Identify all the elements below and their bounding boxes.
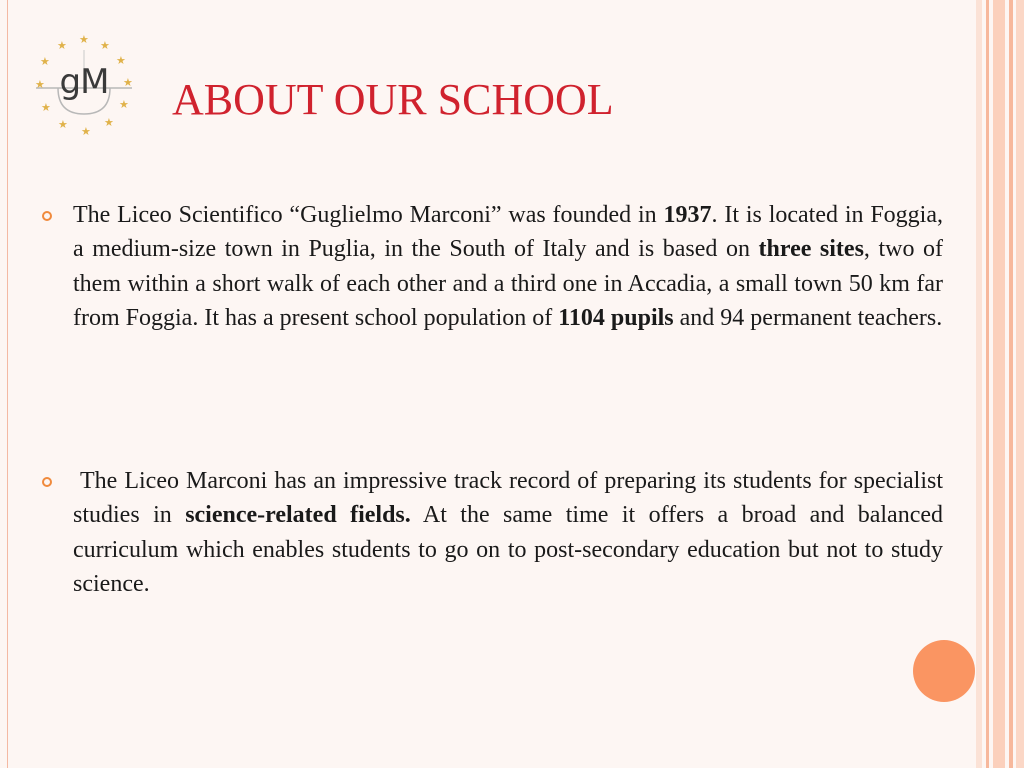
star-icon: ★	[116, 55, 126, 67]
star-icon: ★	[57, 40, 67, 52]
bullet-text-1	[73, 198, 943, 336]
bold-segment-science: science-related fields.	[185, 502, 411, 529]
stripe-2	[986, 0, 989, 768]
star-icon: ★	[100, 40, 110, 52]
bold-segment-pupils: 1104 pupils	[558, 305, 674, 332]
stripe-4	[1009, 0, 1013, 768]
bold-segment-year: 1937	[663, 202, 712, 228]
star-icon: ★	[58, 119, 68, 131]
bold-segment-sites: three sites	[758, 236, 864, 263]
star-icon: ★	[79, 34, 89, 46]
bullet-text-2	[73, 464, 943, 602]
decorative-orange-circle	[913, 640, 975, 702]
text-segment: . It is located in Foggia, a medium-size town in Puglia, in the South of Italy and is based on	[73, 202, 943, 263]
school-logo-icon	[28, 32, 140, 144]
text-segment: At the same time it offers a broad and balanced curriculum which enables students to go on to post-secondary education but not to study science.	[73, 502, 944, 598]
star-icon: ★	[35, 79, 45, 91]
star-icon: ★	[40, 56, 50, 68]
star-icon: ★	[104, 117, 114, 129]
star-icon: ★	[119, 99, 129, 111]
star-icon: ★	[41, 102, 51, 114]
bullet-circle-icon	[42, 477, 52, 487]
stripe-3	[993, 0, 1005, 768]
star-icon: ★	[81, 126, 91, 138]
text-segment: and 94 permanent teachers.	[673, 305, 943, 332]
logo-text: gM	[59, 62, 109, 102]
page-title: ABOUT OUR SCHOOL	[172, 75, 614, 124]
star-icon: ★	[123, 77, 133, 89]
text-segment: The Liceo Scientifico “Guglielmo Marconi” was founded in	[73, 202, 664, 228]
right-decorative-stripes	[976, 0, 1024, 768]
left-border-line	[7, 0, 8, 768]
text-segment: , two of them within a short walk of each other and a third one in Accadia, a small town 50 km far from Foggia. It has a present school population of	[73, 236, 944, 332]
stripe-5	[1016, 0, 1024, 768]
bullet-circle-icon	[42, 211, 52, 221]
stripe-1	[976, 0, 982, 768]
text-segment: The Liceo Marconi has an impressive track record of preparing its students for specialist studies in	[73, 468, 943, 529]
